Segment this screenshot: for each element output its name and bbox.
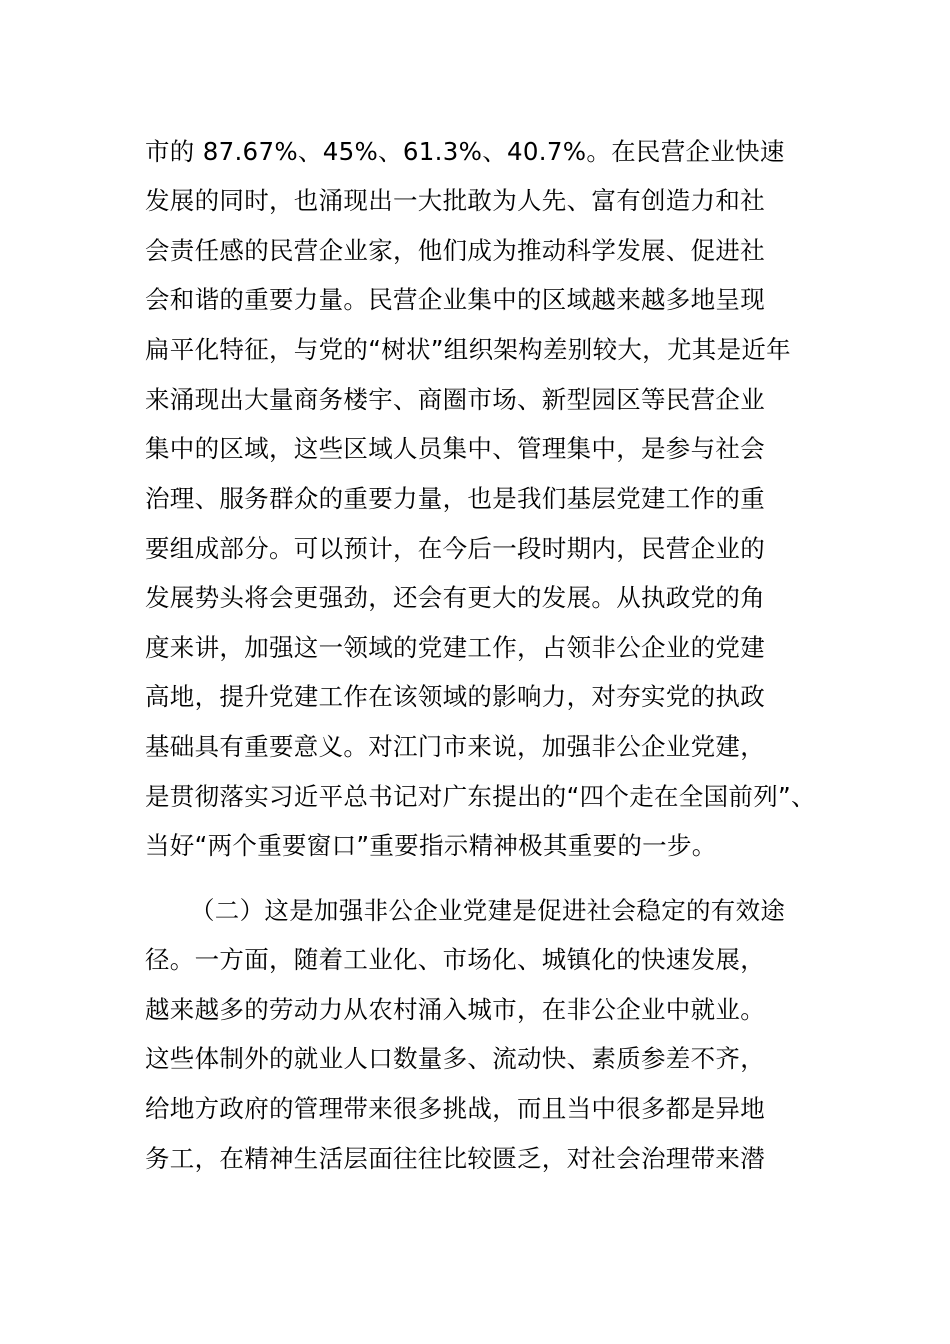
body-text-line: 给地方政府的管理带来很多挑战，而且当中很多都是异地 [145, 1094, 765, 1123]
body-text-line: 径。一方面，随着工业化、市场化、城镇化的快速发展， [145, 945, 765, 974]
body-text-line: 市的 87.67%、45%、61.3%、40.7%。在民营企业快速 [145, 137, 785, 166]
body-text-line: 当好“两个重要窗口”重要指示精神极其重要的一步。 [145, 831, 717, 860]
body-text-line: 来涌现出大量商务楼宇、商圈市场、新型园区等民营企业 [145, 385, 765, 414]
body-text-line: 扁平化特征，与党的“树状”组织架构差别较大，尤其是近年 [145, 335, 791, 364]
body-text-line: 度来讲，加强这一领域的党建工作，占领非公企业的党建 [145, 633, 765, 662]
body-text-line: 务工，在精神生活层面往往比较匮乏，对社会治理带来潜 [145, 1144, 765, 1173]
section-heading-line: （二）这是加强非公企业党建是促进社会稳定的有效途 [190, 896, 786, 925]
body-text-line: 发展的同时，也涌现出一大批敢为人先、富有创造力和社 [145, 186, 765, 215]
body-text-line: 发展势头将会更强劲，还会有更大的发展。从执政党的角 [145, 583, 765, 612]
body-text-line: 集中的区域，这些区域人员集中、管理集中，是参与社会 [145, 434, 765, 463]
body-text-line: 越来越多的劳动力从农村涌入城市，在非公企业中就业。 [145, 995, 765, 1024]
body-text-line: 这些体制外的就业人口数量多、流动快、素质参差不齐， [145, 1044, 765, 1073]
body-text-line: 会和谐的重要力量。民营企业集中的区域越来越多地呈现 [145, 285, 765, 314]
body-text-line: 治理、服务群众的重要力量，也是我们基层党建工作的重 [145, 484, 765, 513]
body-text-line: 要组成部分。可以预计，在今后一段时期内，民营企业的 [145, 534, 765, 563]
body-text-line: 基础具有重要意义。对江门市来说，加强非公企业党建， [145, 732, 765, 761]
body-text-line: 会责任感的民营企业家，他们成为推动科学发展、促进社 [145, 236, 765, 265]
body-text-line: 高地，提升党建工作在该领域的影响力，对夯实党的执政 [145, 682, 765, 711]
body-text-line: 是贯彻落实习近平总书记对广东提出的“四个走在全国前列”、 [145, 782, 816, 811]
